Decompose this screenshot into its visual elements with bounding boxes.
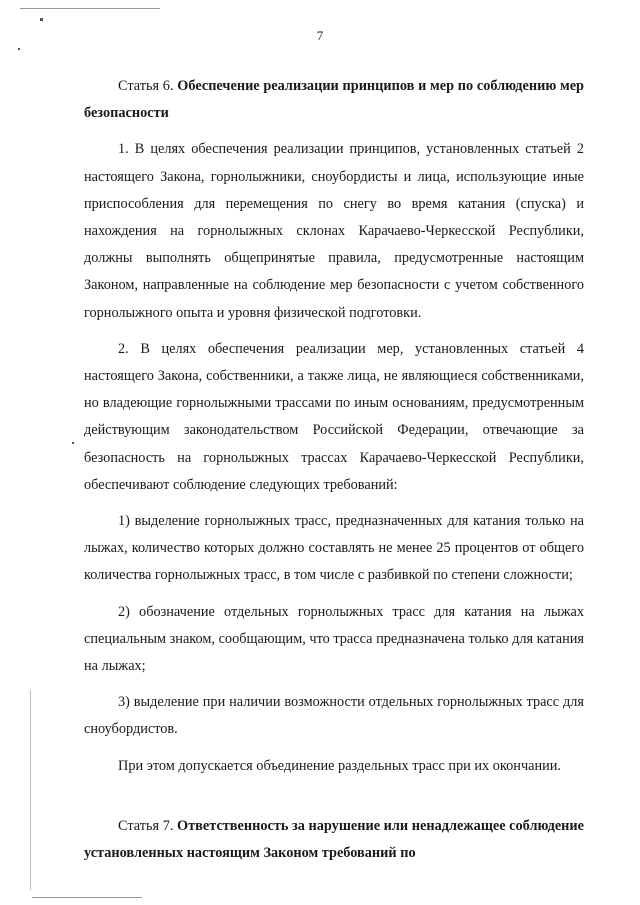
article-7-heading	[84, 813, 584, 867]
article-6-paragraph-1: 1. В целях обеспечения реализации принципов, установленных статьей 2 настоящего Закона, горнолыжники, сноубордисты и лица, использующие иные приспособления для перемещения по снегу во время катания (спуска) и нахождения на горнолыжных склонах Карачаево-Черкесской Республики, должны выполнять общепринятые правила, предусмотренные настоящим Законом, направленные на соблюдение мер безопасности с учетом собственного горнолыжного опыта и уровня физической подготовки.	[84, 141, 584, 321]
article-6-item-2: 2) обозначение отдельных горнолыжных трасс для катания на лыжах специальным знаком, сообщающим, что трасса предназначена только для катания на лыжах;	[84, 603, 584, 675]
article-6-item-3: 3) выделение при наличии возможности отдельных горнолыжных трасс для сноубордистов.	[84, 694, 584, 738]
scan-speck	[18, 48, 20, 50]
page-number: 7	[316, 28, 324, 43]
article-6-item-1: 1) выделение горнолыжных трасс, предназначенных для катания только на лыжах, количество которых должно составлять не менее 25 процентов от общего количества горнолыжных трасс, в том числе с разбивкой по степени сложности;	[84, 513, 584, 584]
scan-speck	[72, 442, 74, 444]
scan-edge-line-top	[20, 8, 160, 9]
article-6-closing-paragraph: При этом допускается объединение раздельных трасс при их окончании.	[118, 757, 562, 774]
article-7-title: Ответственность за нарушение или ненадлежащее соблюдение установленных настоящим Законом требований по	[84, 817, 585, 862]
article-7-label: Статья 7.	[118, 817, 174, 834]
article-6-paragraph-2: 2. В целях обеспечения реализации мер, установленных статьей 4 настоящего Закона, собственники, а также лица, не являющиеся собственниками, но владеющие горнолыжными трассами по иным основаниям, предусмотренным действующим законодательством Российской Федерации, отвечающие за безопасность на горнолыжных трассах Карачаево-Черкесской Республики, обеспечивают соблюдение следующих требований:	[84, 340, 584, 493]
scan-speck	[40, 18, 43, 21]
scan-edge-line-left	[30, 690, 31, 890]
scan-edge-line-bottom	[32, 897, 142, 898]
article-6-title: Обеспечение реализации принципов и мер по соблюдению мер безопасности	[84, 78, 585, 122]
document-body	[84, 73, 584, 867]
article-6-heading	[84, 73, 584, 127]
article-6-label: Статья 6.	[118, 78, 174, 94]
